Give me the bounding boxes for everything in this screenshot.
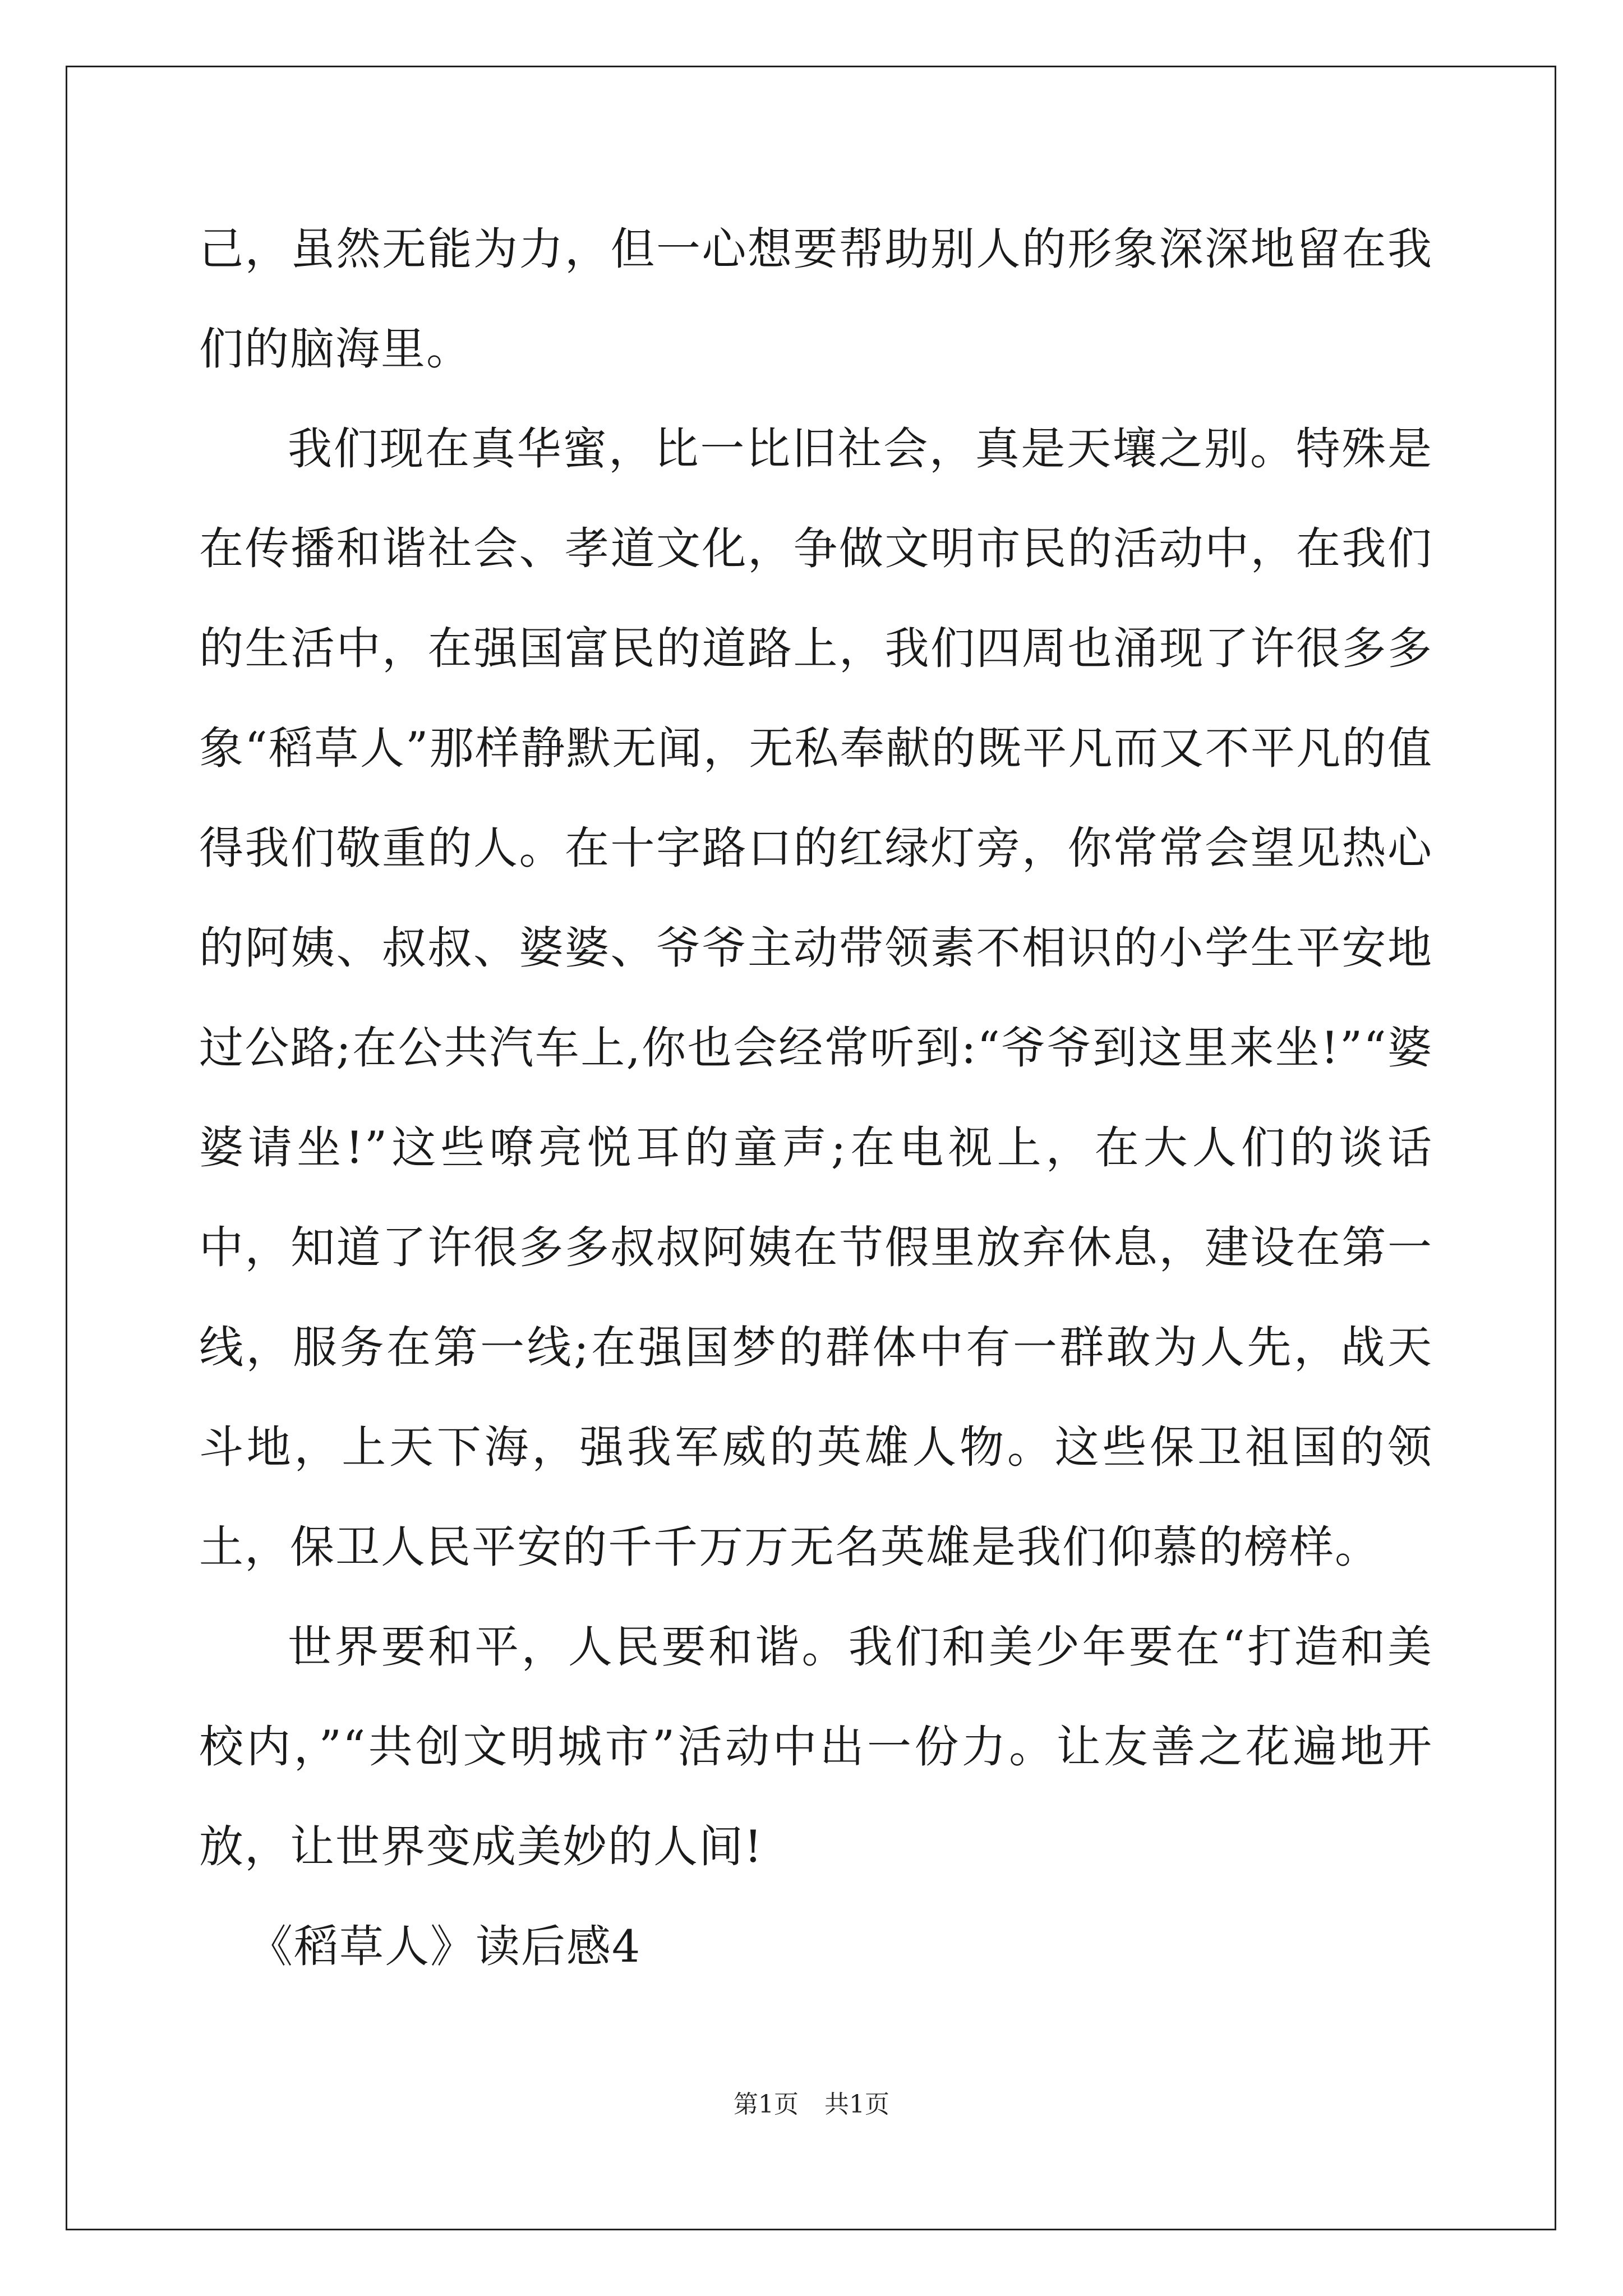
paragraph-harmony: 世界要和平，人民要和谐。我们和美少年要在“打造和美校内，”“共创文明城市”活动中出一份力。让友善之花遍地开放，让世界变成美妙的人间! xyxy=(199,1621,1433,1872)
page-total: 共1页 xyxy=(824,2090,889,2119)
section-heading: 《稻草人》读后感4 xyxy=(248,1921,642,1972)
page-number: 第1页 xyxy=(734,2090,799,2119)
document-body xyxy=(199,199,1433,1996)
page-footer xyxy=(0,2084,1623,2120)
paragraph-society: 我们现在真华蜜，比一比旧社会，真是天壤之别。特殊是在传播和谐社会、孝道文化，争做文明市民的活动中，在我们的生活中，在强国富民的道路上，我们四周也涌现了许很多多象“稻草人”那样静默无闻，无私奉献的既平凡而又不平凡的值得我们敬重的人。在十字路口的红绿灯旁，你常常会望见热心的阿姨、叔叔、婆婆、爷爷主动带领素不相识的小学生平安地过公路;在公共汽车上,你也会经常听到:“爷爷到这里来坐!”“婆婆请坐!”这些嘹亮悦耳的童声;在电视上，在大人们的谈话中，知道了许很多多叔叔阿姨在节假里放弃休息，建设在第一线，服务在第一线;在强国梦的群体中有一群敢为人先，战天斗地，上天下海，强我军威的英雄人物。这些保卫祖国的领土，保卫人民平安的千千万万无名英雄是我们仰慕的榜样。 xyxy=(199,423,1433,1573)
paragraph-continuation: 己，虽然无能为力，但一心想要帮助别人的形象深深地留在我们的脑海里。 xyxy=(199,223,1433,375)
